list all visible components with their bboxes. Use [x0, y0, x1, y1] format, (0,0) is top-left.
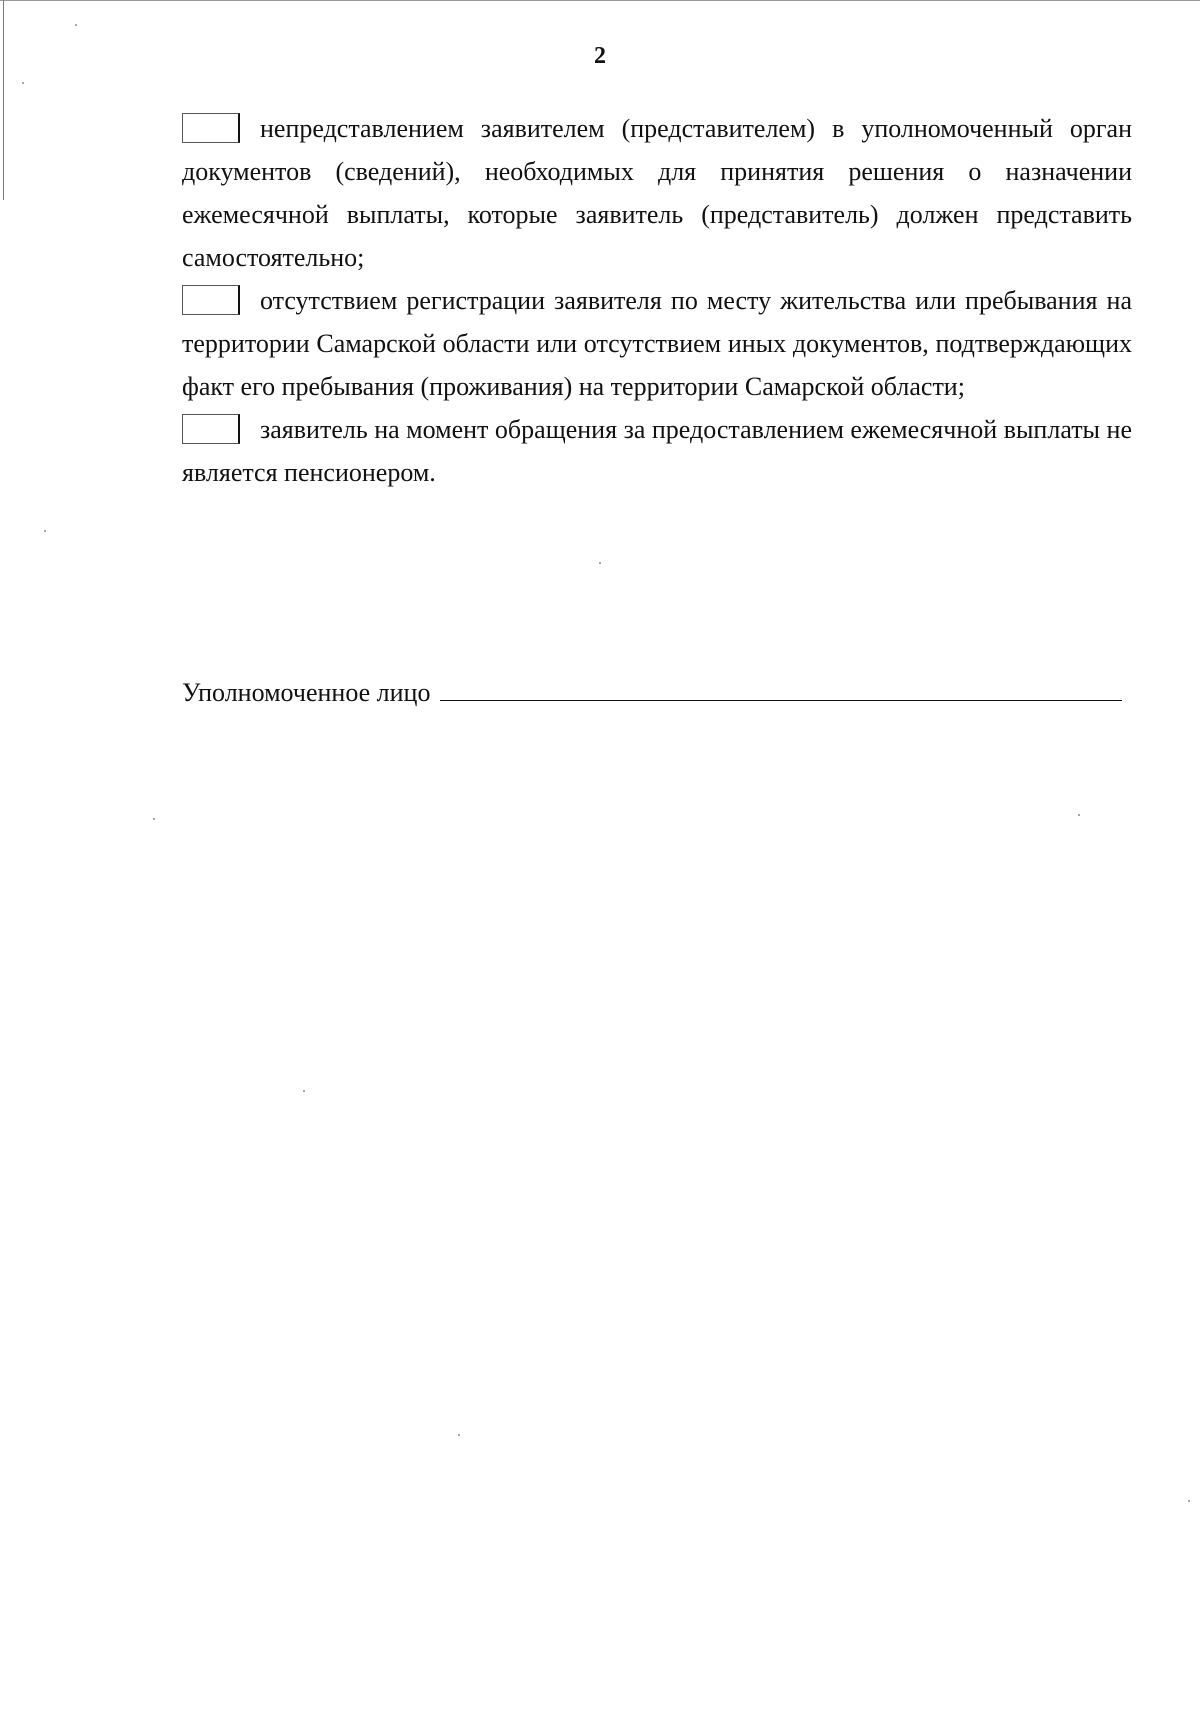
checkbox[interactable]	[182, 285, 240, 315]
grounds-list	[182, 107, 1132, 494]
signature-line[interactable]	[440, 670, 1122, 701]
list-item	[182, 279, 1132, 408]
scan-speck	[303, 1090, 305, 1092]
item-text: непредставлением заявителем (представителем) в уполномоченный орган документов (сведений), необходимых для принятия решения о назначении ежемесячной выплаты, которые заявитель (представитель) должен представить самостоятельно;	[182, 114, 1132, 272]
scan-speck	[1188, 1500, 1190, 1502]
scan-edge-left	[3, 0, 4, 200]
scan-speck	[458, 1434, 460, 1436]
scan-edge-top	[0, 0, 1200, 1]
item-text: отсутствием регистрации заявителя по месту жительства или пребывания на территории Самарской области или отсутствием иных документов, подтверждающих факт его пребывания (проживания) на территории Самарской области;	[182, 286, 1132, 401]
signature-label: Уполномоченное лицо	[182, 678, 431, 707]
list-item	[182, 408, 1132, 494]
scan-speck	[22, 82, 24, 84]
scan-speck	[153, 818, 155, 820]
scan-speck	[599, 562, 601, 564]
scan-speck	[44, 530, 46, 532]
checkbox[interactable]	[182, 414, 240, 444]
scan-speck	[1078, 814, 1080, 816]
list-item	[182, 107, 1132, 279]
checkbox[interactable]	[182, 113, 240, 143]
page-number: 2	[594, 43, 606, 69]
scan-speck	[75, 24, 77, 26]
item-text: заявитель на момент обращения за предоставлением ежемесячной выплаты не является пенсионером.	[182, 415, 1132, 487]
signature-block	[182, 670, 1122, 713]
